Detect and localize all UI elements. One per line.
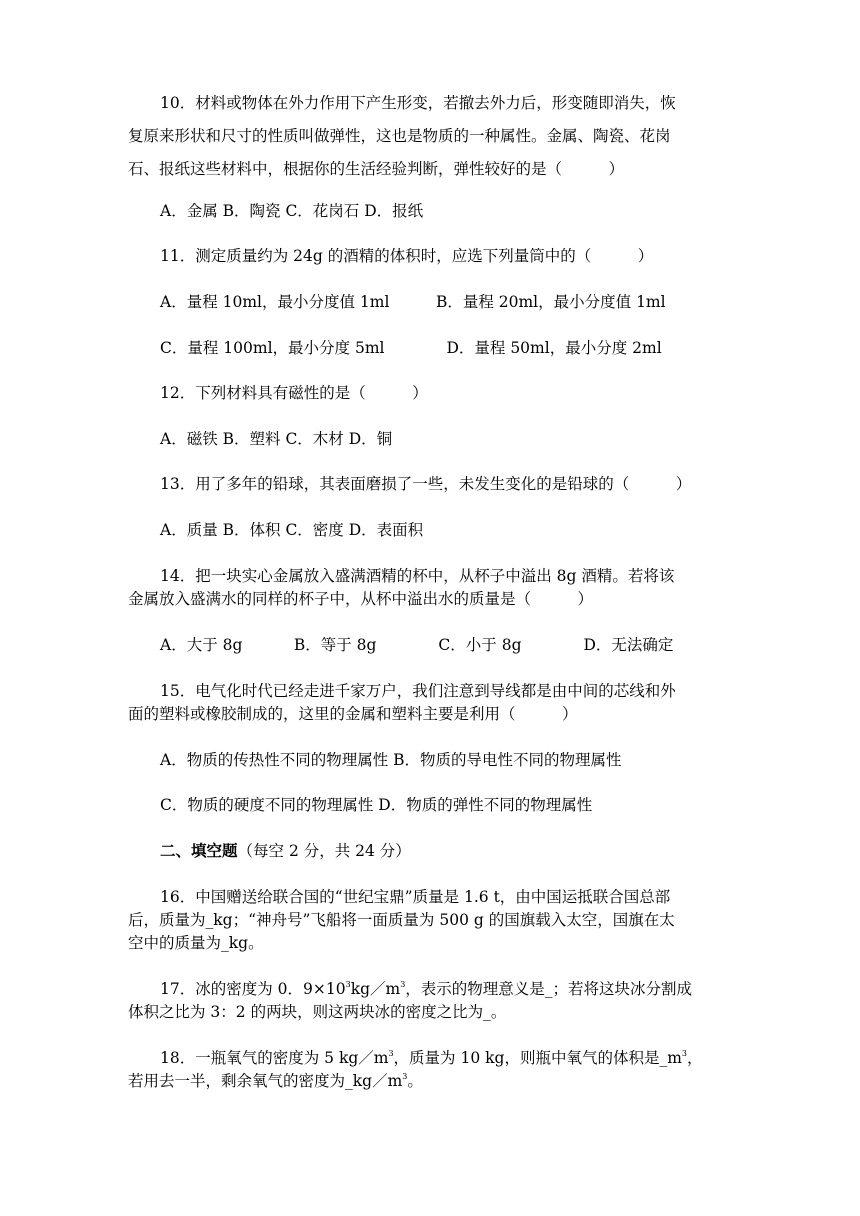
q17-exponent-1: 3 bbox=[345, 980, 351, 989]
q18-line-1-b: ，质量为 10 kg，则瓶中氧气的体积是_m bbox=[393, 1049, 682, 1067]
q18-line-2-b: 。 bbox=[407, 1072, 423, 1090]
q11-options-2: C．量程 100ml，最小分度 5ml D．量程 50ml，最小分度 2ml bbox=[160, 339, 662, 357]
q17-exponent-2: 3 bbox=[400, 980, 406, 989]
q12-options: A．磁铁 B．塑料 C．木材 D．铜 bbox=[160, 430, 393, 448]
q18-line-2 bbox=[128, 1070, 423, 1092]
section-note: （每空 2 分，共 24 分） bbox=[237, 842, 411, 860]
q15-options-1: A．物质的传热性不同的物理属性 B．物质的导电性不同的物理属性 bbox=[160, 751, 622, 769]
q17-line-1-a: 17．冰的密度为 0．9×10 bbox=[160, 980, 346, 998]
q17-line-1-c: ，表示的物理意义是_；若将这块冰分割成 bbox=[405, 980, 693, 998]
q14-line-2: 金属放入盛满水的同样的杯子中，从杯中溢出水的质量是（ ） bbox=[128, 590, 594, 608]
q18-line-1-c: ， bbox=[686, 1049, 703, 1067]
q14-options: A．大于 8g B．等于 8g C．小于 8g D．无法确定 bbox=[160, 636, 674, 654]
q17-line-1-b: kg／m bbox=[350, 980, 401, 998]
q15-options-2: C．物质的硬度不同的物理属性 D．物质的弹性不同的物理属性 bbox=[160, 796, 593, 814]
q16-line-1: 16．中国赠送给联合国的“世纪宝鼎”质量是 1.6 t，由中国运抵联合国总部 bbox=[160, 888, 671, 906]
q10-line-3: 石、报纸这些材料中，根据你的生活经验判断，弹性较好的是（ ） bbox=[128, 160, 625, 178]
q18-line-1-a: 18．一瓶氧气的密度为 5 kg／m bbox=[160, 1049, 389, 1067]
q15-line-1: 15．电气化时代已经走进千家万户，我们注意到导线都是由中间的芯线和外 bbox=[160, 682, 676, 700]
q11-options-1: A．量程 10ml，最小分度值 1ml B．量程 20ml，最小分度值 1ml bbox=[160, 293, 666, 311]
q18-line-1 bbox=[160, 1047, 703, 1069]
section-heading bbox=[160, 840, 411, 862]
q17-line-1 bbox=[160, 978, 692, 1000]
q13-options: A．质量 B．体积 C．密度 D．表面积 bbox=[160, 521, 424, 539]
q14-line-1: 14．把一块实心金属放入盛满酒精的杯中，从杯子中溢出 8g 酒精。若将该 bbox=[160, 567, 675, 585]
q10-line-1: 10．材料或物体在外力作用下产生形变，若撤去外力后，形变随即消失，恢 bbox=[160, 94, 676, 112]
q18-exponent-3: 3 bbox=[402, 1072, 408, 1081]
q12-line-1: 12．下列材料具有磁性的是（ ） bbox=[160, 384, 428, 402]
q18-exponent-2: 3 bbox=[681, 1049, 687, 1058]
q16-line-2: 后，质量为_kg；“神舟号”飞船将一面质量为 500 g 的国旗载入太空，国旗在太 bbox=[128, 911, 675, 929]
q18-line-2-a: 若用去一半，剩余氧气的密度为_kg／m bbox=[128, 1072, 403, 1090]
q16-line-3: 空中的质量为_kg。 bbox=[128, 934, 264, 952]
q17-line-2: 体积之比为 3：2 的两块，则这两块冰的密度之比为_。 bbox=[128, 1003, 507, 1021]
q10-options: A．金属 B．陶瓷 C．花岗石 D．报纸 bbox=[160, 202, 424, 220]
q18-exponent-1: 3 bbox=[388, 1049, 394, 1058]
section-title: 二、填空题 bbox=[160, 841, 238, 860]
q11-line-1: 11．测定质量约为 24g 的酒精的体积时，应选下列量筒中的（ ） bbox=[160, 247, 654, 265]
q10-line-2: 复原来形状和尺寸的性质叫做弹性，这也是物质的一种属性。金属、陶瓷、花岗 bbox=[128, 127, 671, 145]
q13-line-1: 13．用了多年的铅球，其表面磨损了一些，未发生变化的是铅球的（ ） bbox=[160, 475, 692, 493]
q15-line-2: 面的塑料或橡胶制成的，这里的金属和塑料主要是利用（ ） bbox=[128, 705, 578, 723]
